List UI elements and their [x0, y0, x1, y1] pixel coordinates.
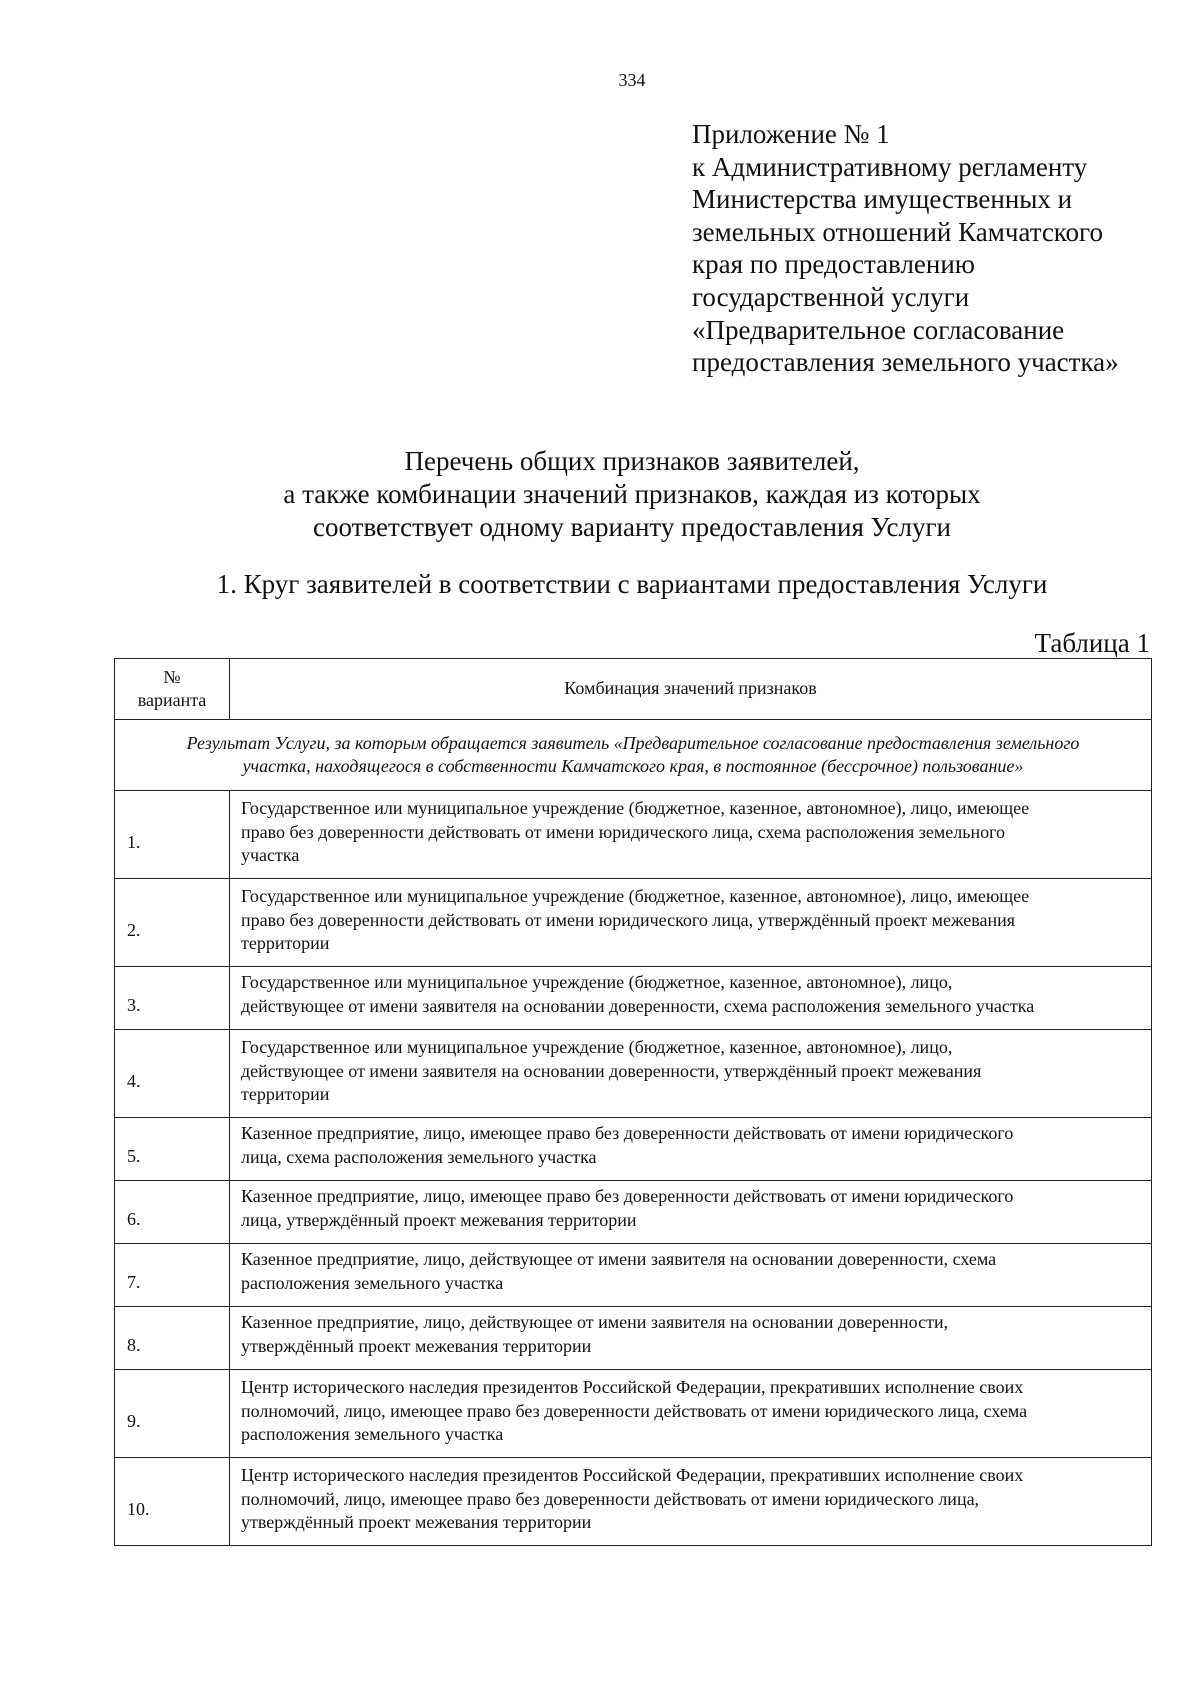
result-cell: [115, 720, 1152, 791]
variant-number: 1.: [115, 791, 230, 879]
section-title: 1. Круг заявителей в соответствии с вариантами предоставления Услуги: [216, 569, 1048, 599]
table-row: [115, 1458, 1152, 1546]
table-row: [115, 1181, 1152, 1244]
variants-table: [114, 658, 1152, 1546]
table-row: [115, 1030, 1152, 1118]
variant-combination: Центр исторического наследия президентов Российской Федерации, прекративших исполнение своих полномочий, лицо, имеющее право без доверенности действовать от имени юридического лица, схема расположения земельного участка: [230, 1370, 1152, 1458]
result-line: Результат Услуги, за которым обращается заявитель «Предварительное согласование предоставления земельного: [186, 732, 1080, 753]
variant-number: 3.: [115, 967, 230, 1030]
appendix-line: Приложение № 1: [692, 119, 890, 149]
appendix-header: [692, 118, 1172, 379]
variant-combination: Центр исторического наследия президентов Российской Федерации, прекративших исполнение своих полномочий, лицо, имеющее право без доверенности действовать от имени юридического лица, утверждённый проект межевания территории: [230, 1458, 1152, 1546]
table-row: [115, 1244, 1152, 1307]
title-line: соответствует одному варианту предоставления Услуги: [313, 512, 951, 542]
header-number-sign: №: [163, 666, 181, 687]
table-header-row: [115, 659, 1152, 720]
table-row: [115, 879, 1152, 967]
variant-number: 7.: [115, 1244, 230, 1307]
variant-number: 5.: [115, 1118, 230, 1181]
variant-number: 6.: [115, 1181, 230, 1244]
variant-combination: Государственное или муниципальное учреждение (бюджетное, казенное, автономное), лицо, действующее от имени заявителя на основании доверенности, схема расположения земельного участка: [230, 967, 1152, 1030]
appendix-line: края по предоставлению: [692, 249, 975, 280]
table-label: Таблица 1: [1034, 628, 1150, 658]
result-line: участка, находящегося в собственности Камчатского края, в постоянное (бессрочное) пользование»: [242, 756, 1024, 776]
variant-combination: Казенное предприятие, лицо, имеющее право без доверенности действовать от имени юридического лица, схема расположения земельного участка: [230, 1118, 1152, 1181]
table-row: [115, 967, 1152, 1030]
variant-number: 9.: [115, 1370, 230, 1458]
variant-combination: Государственное или муниципальное учреждение (бюджетное, казенное, автономное), лицо, имеющее право без доверенности действовать от имени юридического лица, утверждённый проект межевания территории: [230, 879, 1152, 967]
header-variant-word: варианта: [137, 690, 207, 710]
variant-combination: Казенное предприятие, лицо, действующее от имени заявителя на основании доверенности, схема расположения земельного участка: [230, 1244, 1152, 1307]
table-row: [115, 1118, 1152, 1181]
variant-combination: Государственное или муниципальное учреждение (бюджетное, казенное, автономное), лицо, действующее от имени заявителя на основании доверенности, утверждённый проект межевания территории: [230, 1030, 1152, 1118]
appendix-line: «Предварительное согласование: [692, 314, 1065, 345]
page-number: 334: [618, 70, 646, 90]
appendix-line: предоставления земельного участка»: [692, 347, 1119, 378]
title-line: Перечень общих признаков заявителей,: [404, 446, 860, 476]
table-row: [115, 791, 1152, 879]
variant-combination: Казенное предприятие, лицо, действующее от имени заявителя на основании доверенности, утверждённый проект межевания территории: [230, 1307, 1152, 1370]
appendix-line: к Административному регламенту: [692, 151, 1088, 182]
variant-number: 10.: [115, 1458, 230, 1546]
appendix-line: земельных отношений Камчатского: [692, 216, 1103, 247]
variant-combination: Государственное или муниципальное учреждение (бюджетное, казенное, автономное), лицо, имеющее право без доверенности действовать от имени юридического лица, схема расположения земельного участка: [230, 791, 1152, 879]
table-row: [115, 1307, 1152, 1370]
variant-number: 8.: [115, 1307, 230, 1370]
title-line: а также комбинации значений признаков, каждая из которых: [283, 479, 981, 509]
header-combination: Комбинация значений признаков: [230, 659, 1152, 720]
appendix-line: Министерства имущественных и: [692, 184, 1073, 215]
header-variant-number: [115, 659, 230, 720]
variant-number: 4.: [115, 1030, 230, 1118]
appendix-line: государственной услуги: [692, 281, 970, 312]
document-title: [0, 445, 1200, 544]
table-row: [115, 1370, 1152, 1458]
variant-number: 2.: [115, 879, 230, 967]
result-row: [115, 720, 1152, 791]
variant-combination: Казенное предприятие, лицо, имеющее право без доверенности действовать от имени юридического лица, утверждённый проект межевания территории: [230, 1181, 1152, 1244]
